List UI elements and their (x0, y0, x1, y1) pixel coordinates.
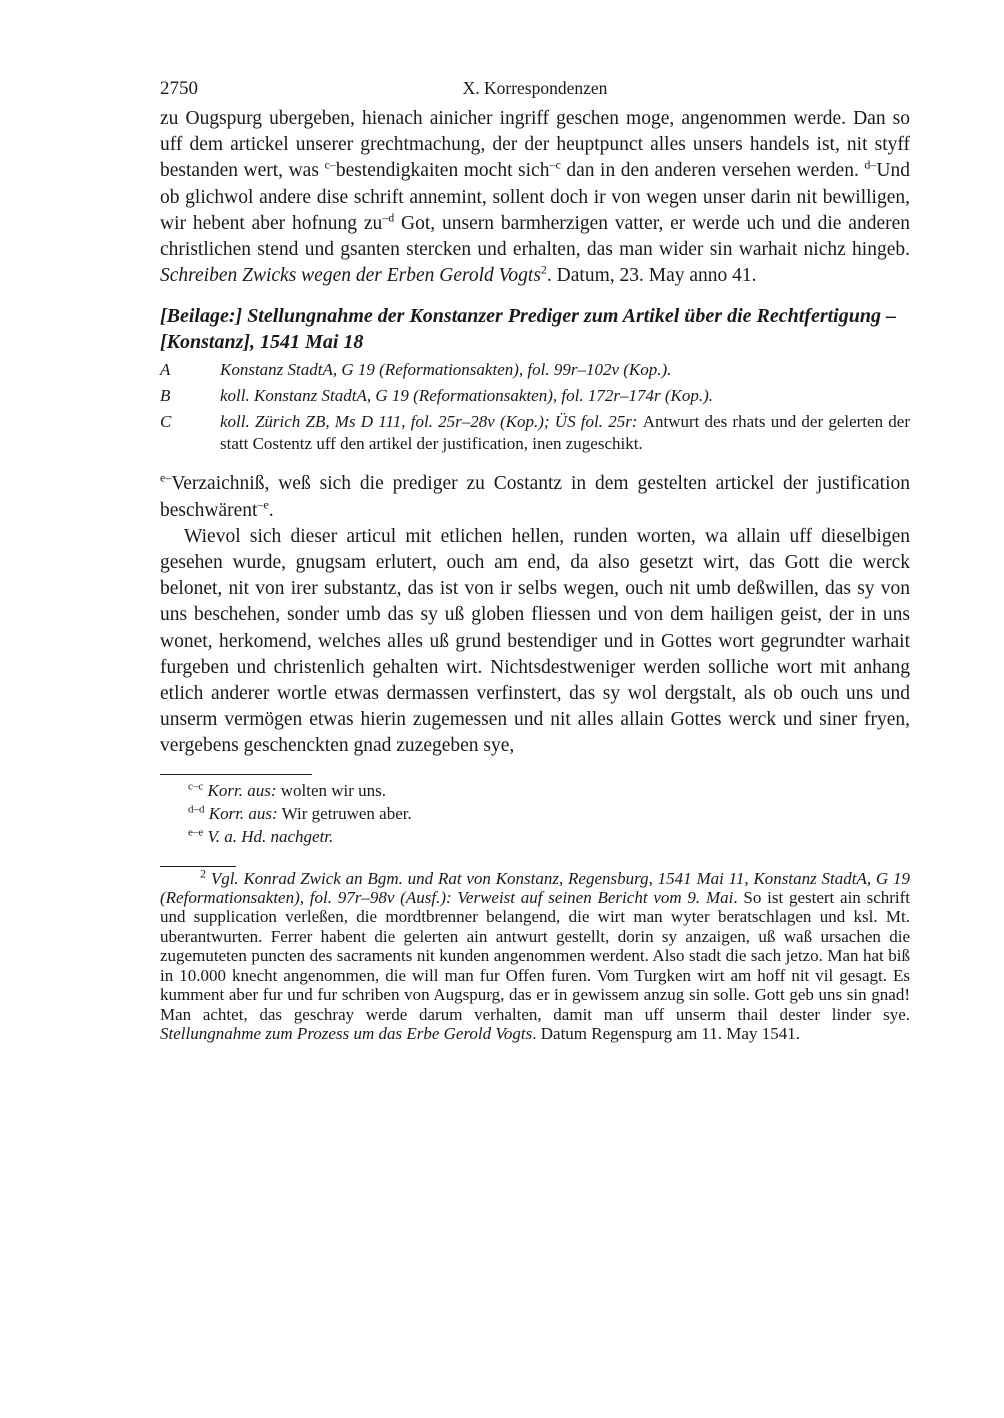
italic-summary: Schreiben Zwicks wegen der Erben Gerold Vogts (160, 265, 541, 287)
document-page (160, 78, 910, 1043)
beilage-text (160, 471, 910, 759)
apparatus-entry (188, 779, 910, 802)
apparatus-mark: c– (324, 157, 336, 172)
text-segment: Und ob glichwol andere dise schrift annemint, sollent doch ir von wegen unser darin nit bewilligen, wir hebent aber hofnung zu (160, 160, 910, 234)
apparatus-mark: e–e (188, 826, 204, 838)
footnote-2 (160, 866, 911, 1044)
chapter-title: X. Korrespondenzen (462, 78, 608, 98)
source-text (220, 411, 910, 455)
footnote-divider (160, 866, 236, 867)
text-segment: . Datum, 23. May anno 41. (546, 265, 757, 287)
text-segment: Got, unsern barmherzigen vatter, er werde uch und die anderen christlichen stend und gsanten stercken und erhalten, das man wider sin warhait nichz hingeb. (160, 212, 910, 261)
footnote-italic: Vgl. Konrad Zwick an Bgm. und Rat von Konstanz, Regensburg, 1541 Mai 11, Konstanz StadtA, G 19 (Reformationsakten), fol. 97r–98v (Ausf.): Verweist auf seinen Bericht vom 9. Mai (160, 868, 910, 908)
footnote-quote: . Datum Regenspurg am 11. May 1541. (532, 1023, 800, 1043)
apparatus-label: Korr. aus: (207, 780, 277, 800)
apparatus-text: wolten wir uns. (276, 780, 387, 800)
source-citation: koll. Zürich ZB, Ms D 111, fol. 25r–28v (Kop.); ÜS fol. 25r: (220, 412, 643, 432)
source-sigle: C (160, 412, 172, 432)
source-text (220, 385, 910, 407)
beilage-paragraph: Wievol sich dieser articul mit etlichen hellen, runden worten, wa allain uff dieselbigen gesehen wurde, gnugsam erlutert, ouch am end, da also gesetzt wirt, das Gott die werck belonet, nit von irer substantz, das ist von ir selbs wegen, ouch nit umb deßwillen, das sy von uns beschehen, sonder umb das sy uß globen fliessen und von dem hailigen geist, der in uns wonet, herkomend, welches alles uß grund bestendiger und in Gottes wort gegrundter warhait furgeben und christenlich gehalten wirt. Nichtsdestweniger werden solliche wort mit anhang etlich anderer wortle etwas dermassen verfinstert, das sy wol dergstalt, als ob ouch uns und unserm vermögen etwas hierin zugemessen und nit alles allain Gottes werck und siner fryen, vergebens geschenckten gnad zuzegeben sye, (160, 525, 910, 757)
footnote-number: 2 (200, 866, 206, 880)
apparatus-mark: d–d (188, 803, 205, 815)
apparatus-divider (160, 774, 312, 775)
apparatus-mark: c–c (188, 780, 204, 792)
page-number: 2750 (160, 78, 198, 99)
footnote-quote: . So ist gestert ain schrift und supplication verleßen, die mordtbrenner belangend, die wirt man wyter beratschlagen und ksl. Mt. uberantwurten. Ferrer habent die gelerten ain antwurt gestellt, dorin sy anzaigen, uß waß ursachen die zugemuteten puncten des sacraments nit kunden angenommen werdent. Also stadt die sach jetzo. Man hat biß in 10.000 knecht angenommen, die will man fur Offen furen. Vom Turgken wirt am hoff nit vil gesagt. Es kumment aber fur und fur schriben von Augspurg, das er in gewissem anzug sin solle. Gott geb uns sin gnad! Man achtet, das geschray werde darum verhalten, damit man uff unserm thail dester linder sye. (160, 888, 911, 1024)
apparatus-entry (188, 802, 910, 825)
source-citation: Konstanz StadtA, G 19 (Reformationsakten), fol. 99r–102v (Kop.). (220, 360, 672, 380)
source-list (160, 359, 910, 455)
text-segment: . (268, 499, 274, 521)
apparatus-mark: –c (549, 157, 561, 172)
apparatus-text: Wir getruwen aber. (277, 803, 412, 823)
source-entry (160, 385, 910, 407)
apparatus-mark: –e (257, 497, 269, 512)
beilage-heading (160, 471, 910, 523)
source-quote: Antwurt des rhats und der gelerten der statt Costentz uff den artikel der justification, inen zugeschikt. (220, 412, 910, 454)
source-entry (160, 411, 910, 455)
text-segment: dan in den anderen versehen werden. (560, 160, 865, 182)
text-segment: Verzaichniß, weß sich die prediger zu Costantz in dem gestelten artickel der justification beschwärent (160, 473, 910, 521)
text-segment: bestendigkaiten mocht sich (335, 160, 550, 182)
source-sigle: A (160, 360, 171, 380)
text-critical-apparatus (160, 779, 910, 848)
apparatus-label: Korr. aus: (208, 803, 278, 823)
running-head (160, 78, 910, 106)
text-segment: zu Ougspurg ubergeben, hienach ainicher ingriff geschen moge, angenommen werde. Dan so uff dem artickel unserer grechtmachung, der der heuptpunct alles unsers handels ist, nit styff bestanden wert, was (160, 108, 910, 182)
source-sigle: B (160, 386, 171, 406)
apparatus-mark: –d (382, 210, 395, 225)
letter-closing-paragraph (160, 106, 910, 289)
apparatus-label: V. a. Hd. nachgetr. (207, 826, 334, 846)
source-text (220, 359, 910, 381)
apparatus-mark: e– (160, 470, 172, 485)
footnote-italic: Stellungnahme zum Prozess um das Erbe Gerold Vogts (160, 1023, 533, 1043)
source-entry (160, 359, 910, 381)
apparatus-mark: d– (864, 157, 877, 172)
source-citation: koll. Konstanz StadtA, G 19 (Reformationsakten), fol. 172r–174r (Kop.). (220, 386, 713, 406)
beilage-title: [Beilage:] Stellungnahme der Konstanzer Prediger zum Artikel über die Rechtfertigung – [Konstanz], 1541 Mai 18 (160, 305, 896, 354)
apparatus-entry (188, 825, 910, 848)
footnote-ref: 2 (540, 262, 547, 277)
main-text (160, 106, 910, 289)
